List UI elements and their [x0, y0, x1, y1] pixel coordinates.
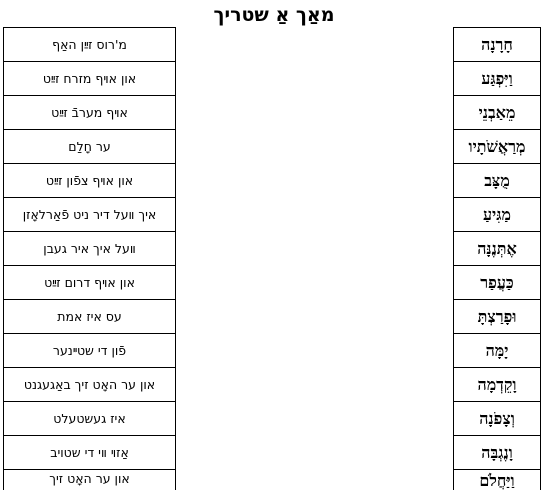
translation-cell[interactable]: אַזױ װי די שטויב [3, 435, 176, 469]
hebrew-word-cell[interactable]: מֵאַבְנֵי [453, 95, 541, 129]
hebrew-words-column [453, 27, 541, 490]
translation-cell[interactable]: עס איז אמת [3, 299, 176, 333]
translation-cell[interactable]: און אױף צפֿון זײַט [3, 163, 176, 197]
hebrew-word-cell[interactable]: מַגִּיעַ [453, 197, 541, 231]
translation-cell[interactable]: איז געשטעלט [3, 401, 176, 435]
translation-cell[interactable]: מ'רוס זײַן האַף [3, 27, 176, 61]
hebrew-word-cell[interactable]: כַּעֲפַר [453, 265, 541, 299]
translation-cell[interactable]: איך װעל דיר ניט פֿאַרלאָזן [3, 197, 176, 231]
hebrew-word-cell[interactable]: חָרָנָה [453, 27, 541, 61]
hebrew-word-cell[interactable]: יָמָּה [453, 333, 541, 367]
page-title: מאַך אַ שטריך [213, 4, 335, 26]
translation-cell[interactable]: װעל איך איר געבן [3, 231, 176, 265]
translation-cell[interactable]: און ער האָט זיך [3, 469, 176, 490]
translation-cell[interactable]: פֿון די שטײנער [3, 333, 176, 367]
translations-column [3, 27, 176, 490]
translation-cell[interactable]: און אױף דרום זײַט [3, 265, 176, 299]
translation-cell[interactable]: אױף מערבֿ זײַט [3, 95, 176, 129]
hebrew-word-cell[interactable]: מְרַאֲשֹׁתָיו [453, 129, 541, 163]
hebrew-word-cell[interactable]: וְצָפֹנָה [453, 401, 541, 435]
hebrew-word-cell[interactable]: אֶתְּנֶנָּה [453, 231, 541, 265]
hebrew-word-cell[interactable]: וָנֶגְבָּה [453, 435, 541, 469]
hebrew-word-cell[interactable]: וַיִּפְגַּע [453, 61, 541, 95]
translation-cell[interactable]: און אױף מזרח זײַט [3, 61, 176, 95]
hebrew-word-cell[interactable]: וָקֵדְמָה [453, 367, 541, 401]
hebrew-word-cell[interactable]: מֻצָּב [453, 163, 541, 197]
translation-cell[interactable]: און ער האָט זיך באַגעגנט [3, 367, 176, 401]
translation-cell[interactable]: ער חָלַם [3, 129, 176, 163]
hebrew-word-cell[interactable]: וַיַּחֲלֹם [453, 469, 541, 490]
hebrew-word-cell[interactable]: וּפָרַצְתָּ [453, 299, 541, 333]
